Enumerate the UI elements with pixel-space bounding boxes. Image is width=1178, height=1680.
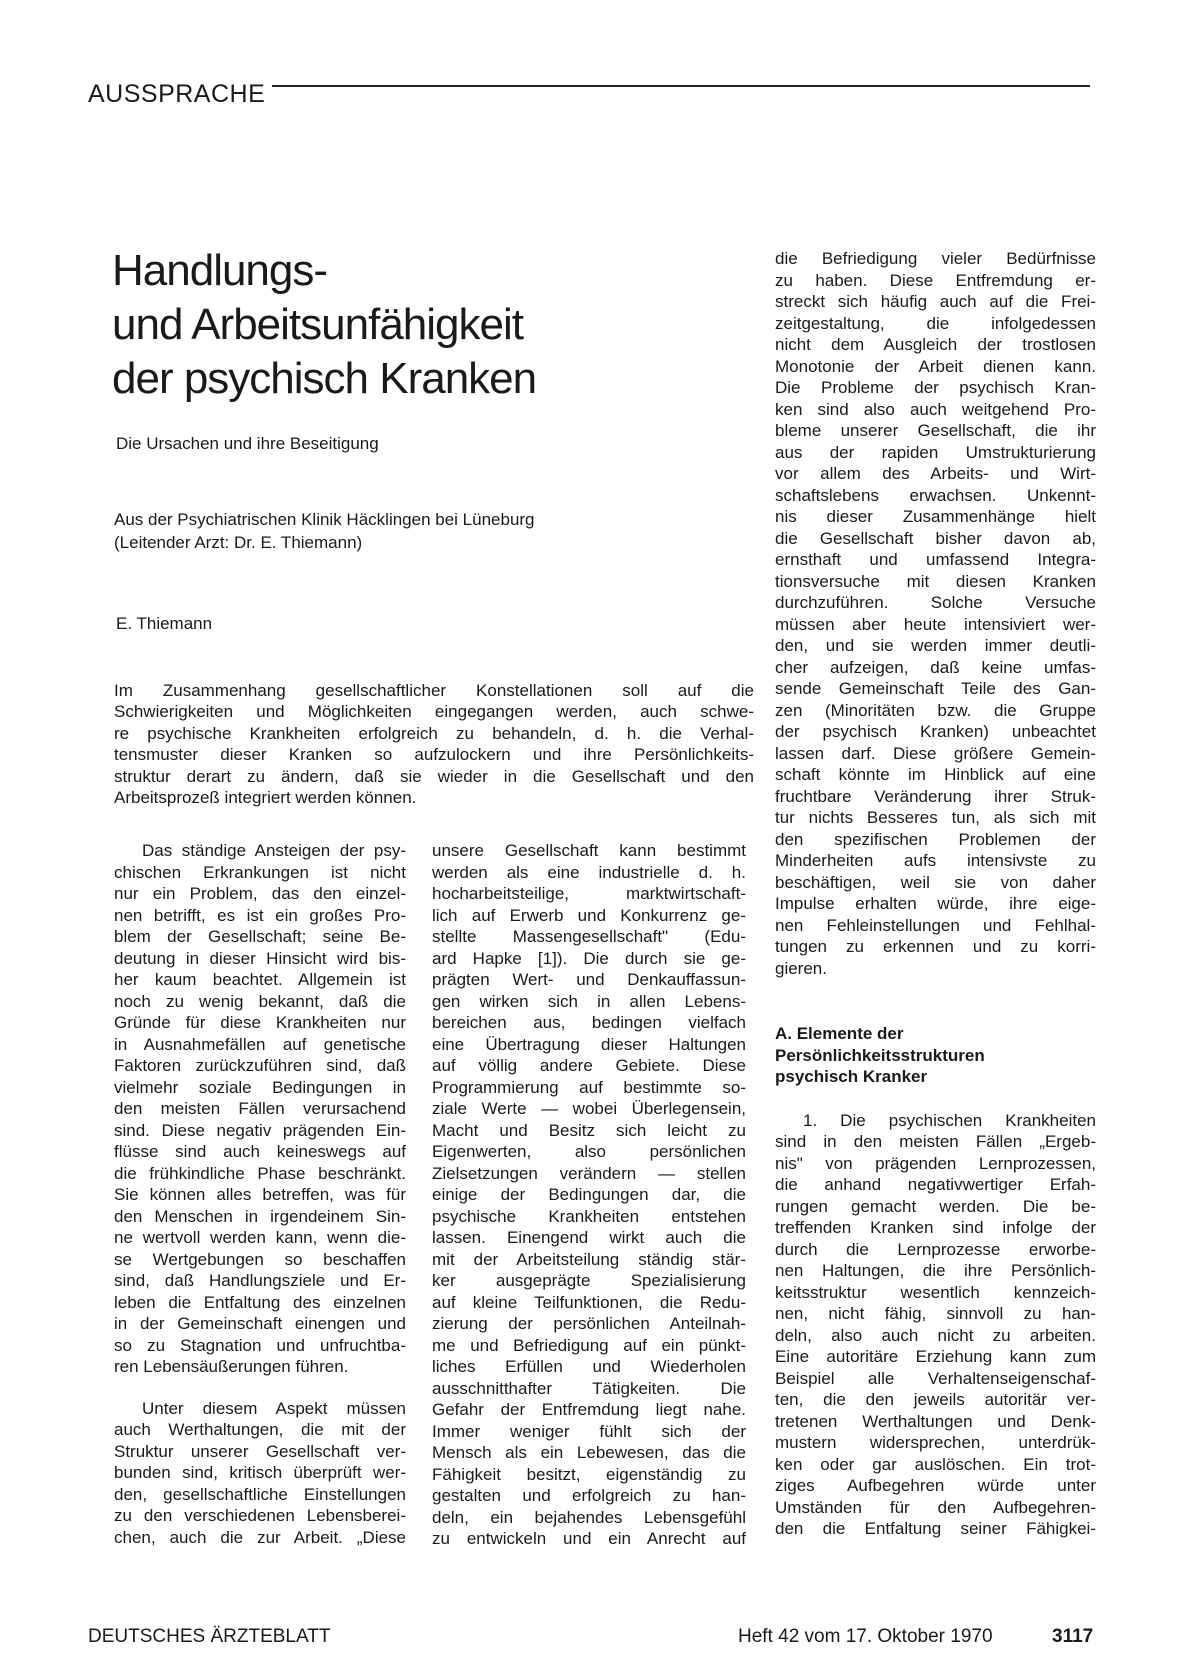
text-line: ne wertvoll werden kann, wenn die- xyxy=(114,1228,406,1247)
text-line: nen, nicht fähig, sinnvoll zu han- xyxy=(775,1304,1096,1323)
text-line: ausschnitthafter Tätigkeiten. Die xyxy=(432,1378,746,1398)
text-line: sind. Diese negativ prägenden Ein- xyxy=(114,1120,406,1140)
affiliation-line: Aus der Psychiatrischen Klinik Häcklingen bei Lüneburg xyxy=(114,510,535,529)
text-line: zierung der persönlichen Anteilnah- xyxy=(432,1314,746,1333)
text-line: nen betrifft, es ist ein großes Pro- xyxy=(114,905,406,925)
text-line: cher aufzeigen, daß keine umfas- xyxy=(775,657,1096,677)
text-line: den, gesellschaftliche Einstellungen xyxy=(114,1484,406,1504)
text-line: zu haben. Diese Entfremdung er- xyxy=(775,270,1096,290)
text-line: aus der rapiden Umstrukturierung xyxy=(775,442,1096,462)
text-line: den die Entfaltung seiner Fähigkei- xyxy=(775,1519,1096,1538)
text-line: ard Hapke [1]). Die durch sie ge- xyxy=(432,948,746,968)
text-line: Gefahr der Entfremdung liegt nahe. xyxy=(432,1400,746,1419)
text-line: Struktur unserer Gesellschaft ver- xyxy=(114,1441,406,1461)
text-line: in der Gemeinschaft einengen und xyxy=(114,1314,406,1333)
text-line: zeitgestaltung, die infolgedessen xyxy=(775,313,1096,333)
text-line: treffenden Kranken sind infolge der xyxy=(775,1218,1096,1237)
text-line: Immer weniger fühlt sich der xyxy=(432,1421,746,1441)
section-heading-line: A. Elemente der xyxy=(775,1024,904,1043)
text-line: nis" von prägenden Lernprozessen, xyxy=(775,1153,1096,1173)
text-line: me und Befriedigung auf ein pünkt- xyxy=(432,1335,746,1355)
text-line: zu den verschiedenen Lebensberei- xyxy=(114,1506,406,1525)
article-title xyxy=(112,244,732,406)
article-subtitle: Die Ursachen und ihre Beseitigung xyxy=(116,434,379,453)
text-line: so zu Stagnation und unfruchtba- xyxy=(114,1335,406,1355)
text-line: lassen darf. Diese größere Gemein- xyxy=(775,743,1096,763)
text-line: ten, die den jeweils autoritär ver- xyxy=(775,1390,1096,1409)
text-line: in Ausnahmefällen auf genetische xyxy=(114,1034,406,1054)
paragraph xyxy=(775,1110,1096,1540)
text-line: prägten Wert- und Denkauffassun- xyxy=(432,970,746,989)
abstract-line: tensmuster dieser Kranken so aufzulockern und ihre Persönlichkeits- xyxy=(114,745,754,765)
page-number: 3117 xyxy=(1052,1626,1094,1647)
text-line: schaft könnte im Hinblick auf eine xyxy=(775,765,1096,784)
text-line: sind, daß Handlungsziele und Er- xyxy=(114,1271,406,1290)
text-line: Monotonie der Arbeit dienen kann. xyxy=(775,356,1096,376)
text-line: Umständen für den Aufbegehren- xyxy=(775,1497,1096,1517)
text-line: eine Übertragung dieser Haltungen xyxy=(432,1034,746,1054)
column-right xyxy=(775,248,1096,1540)
text-line: stellte Massengesellschaft" (Edu- xyxy=(432,927,746,946)
text-line: lassen. Einengend wirkt auch die xyxy=(432,1228,746,1247)
text-line: nis dieser Zusammenhänge hielt xyxy=(775,507,1096,526)
text-line: Eine autoritäre Erziehung kann zum xyxy=(775,1347,1096,1366)
text-line: deln, ein bejahendes Lebensgefühl xyxy=(432,1507,746,1527)
text-line: psychische Krankheiten entstehen xyxy=(432,1206,746,1226)
text-line: nen Fehleinstellungen und Fehlhal- xyxy=(775,915,1096,935)
text-line: ren Lebensäußerungen führen. xyxy=(114,1357,349,1376)
text-line: mustern widersprechen, unterdrük- xyxy=(775,1433,1096,1452)
text-line: se Wertgebungen so beschaffen xyxy=(114,1249,406,1269)
text-line: Impulse erhalten würde, ihre eige- xyxy=(775,894,1096,913)
text-line: Faktoren zurückzuführen sind, daß xyxy=(114,1056,406,1075)
paragraph xyxy=(432,840,746,1550)
text-line: Beispiel alle Verhaltenseigenschaf- xyxy=(775,1368,1096,1388)
abstract-line: Arbeitsprozeß integriert werden können. xyxy=(114,788,417,808)
text-line: noch zu wenig bekannt, daß die xyxy=(114,991,406,1011)
text-line: vielmehr soziale Bedingungen in xyxy=(114,1077,406,1097)
text-line: lich auf Erwerb und Konkurrenz ge- xyxy=(432,905,746,925)
text-line: durchzuführen. Solche Versuche xyxy=(775,593,1096,612)
text-line: keitsstruktur wesentlich kennzeich- xyxy=(775,1282,1096,1302)
paragraph xyxy=(114,840,406,1378)
text-line: zu entwickeln und ein Anrecht auf xyxy=(432,1529,746,1548)
text-line: die anhand negativwertiger Erfah- xyxy=(775,1175,1096,1194)
text-line: her kaum beachtet. Allgemein ist xyxy=(114,970,406,989)
text-line: deln, also auch nicht zu arbeiten. xyxy=(775,1325,1096,1345)
text-line: Die Probleme der psychisch Kran- xyxy=(775,378,1096,397)
text-line: deutung in dieser Hinsicht wird bis- xyxy=(114,948,406,968)
text-line: ken sind also auch weitgehend Pro- xyxy=(775,399,1096,419)
section-heading xyxy=(775,1023,1096,1088)
text-line: liches Erfüllen und Wiederholen xyxy=(432,1357,746,1376)
text-line: Programmierung auf bestimmte so- xyxy=(432,1077,746,1097)
text-line: Gründe für diese Krankheiten nur xyxy=(114,1013,406,1032)
text-line: Zielsetzungen verändern — stellen xyxy=(432,1163,746,1183)
text-line: chischen Erkrankungen ist nicht xyxy=(114,862,406,882)
text-line: leben die Entfaltung des einzelnen xyxy=(114,1292,406,1312)
text-line: auch Werthaltungen, die mit der xyxy=(114,1420,406,1439)
abstract-line: struktur derart zu ändern, daß sie wieder in die Gesellschaft und den xyxy=(114,766,754,786)
text-line: vor allem des Arbeits- und Wirt- xyxy=(775,464,1096,483)
text-line: gestalten und erfolgreich zu han- xyxy=(432,1486,746,1505)
text-line: den spezifischen Problemen der xyxy=(775,829,1096,849)
text-line: Das ständige Ansteigen der psy- xyxy=(142,841,406,860)
text-line: chen, auch die zur Arbeit. „Diese xyxy=(114,1527,406,1547)
text-line: Eigenwerten, also persönlichen xyxy=(432,1142,746,1161)
text-line: tionsversuche mit diesen Kranken xyxy=(775,571,1096,591)
abstract-line: re psychische Krankheiten erfolgreich zu behandeln, d. h. die Verhal- xyxy=(114,723,754,743)
abstract xyxy=(114,680,754,808)
text-line: nur ein Problem, das den einzel- xyxy=(114,884,406,903)
text-line: bunden sind, kritisch überprüft wer- xyxy=(114,1463,406,1482)
text-line: Mensch als ein Lebewesen, das die xyxy=(432,1443,746,1462)
column-left xyxy=(114,840,406,1548)
text-line: müssen aber heute intensiviert wer- xyxy=(775,614,1096,634)
text-line: nen Haltungen, die ihre Persönlich- xyxy=(775,1261,1096,1280)
footer-issue: Heft 42 vom 17. Oktober 1970 xyxy=(738,1626,993,1647)
text-line: den Menschen in irgendeinem Sin- xyxy=(114,1206,406,1226)
footer-journal: DEUTSCHES ÄRZTEBLATT xyxy=(88,1626,331,1647)
text-line: tur nichts Besseres tun, als sich mit xyxy=(775,808,1096,827)
text-line: auf kleine Teilfunktionen, die Redu- xyxy=(432,1292,746,1312)
title-line: Handlungs- xyxy=(112,246,328,295)
text-line: unsere Gesellschaft kann bestimmt xyxy=(432,841,746,860)
text-line: hocharbeitsteilige, marktwirtschaft- xyxy=(432,884,746,903)
text-line: nicht dem Ausgleich der trostlosen xyxy=(775,335,1096,354)
text-line: blem der Gesellschaft; seine Be- xyxy=(114,927,406,946)
abstract-line: Schwierigkeiten und Möglichkeiten eingegangen werden, auch schwe- xyxy=(114,702,754,722)
text-line: ziges Aufbegehren würde unter xyxy=(775,1476,1096,1495)
author: E. Thiemann xyxy=(116,614,213,633)
section-heading-line: psychisch Kranker xyxy=(775,1067,928,1086)
text-line: 1. Die psychischen Krankheiten xyxy=(803,1110,1096,1130)
text-line: tretenen Werthaltungen und Denk- xyxy=(775,1411,1096,1431)
text-line: ken oder gar auslöschen. Ein trot- xyxy=(775,1454,1096,1474)
header-rule xyxy=(272,85,1090,87)
text-line: bleme unserer Gesellschaft, die ihr xyxy=(775,421,1096,440)
text-line: Minderheiten aufs intensivste zu xyxy=(775,851,1096,870)
text-line: Sie können alles betreffen, was für xyxy=(114,1185,406,1204)
text-line: bereichen aus, bedingen vielfach xyxy=(432,1013,746,1032)
text-line: einige der Bedingungen dar, die xyxy=(432,1185,746,1204)
text-line: mit der Arbeitsteilung ständig stär- xyxy=(432,1249,746,1269)
text-line: durch die Lernprozesse erworbe- xyxy=(775,1239,1096,1259)
text-line: die frühkindliche Phase beschränkt. xyxy=(114,1163,406,1183)
paragraph xyxy=(775,248,1096,979)
text-line: flüsse sind auch keineswegs auf xyxy=(114,1142,406,1161)
text-line: streckt sich häufig auch auf die Frei- xyxy=(775,292,1096,311)
text-line: zen (Minoritäten bzw. die Gruppe xyxy=(775,700,1096,720)
text-line: den, und sie werden immer deutli- xyxy=(775,636,1096,655)
section-heading-line: Persönlichkeitsstrukturen xyxy=(775,1045,985,1065)
column-middle xyxy=(432,840,746,1550)
affiliation xyxy=(114,508,535,554)
text-line: die Gesellschaft bisher davon ab, xyxy=(775,528,1096,548)
affiliation-line: (Leitender Arzt: Dr. E. Thiemann) xyxy=(114,533,363,552)
text-line: fruchtbare Veränderung ihrer Struk- xyxy=(775,786,1096,806)
text-line: beschäftigen, weil sie von daher xyxy=(775,872,1096,892)
text-line: gieren. xyxy=(775,958,827,978)
abstract-line: Im Zusammenhang gesellschaftlicher Konstellationen soll auf die xyxy=(114,681,754,700)
text-line: sind in den meisten Fällen „Ergeb- xyxy=(775,1132,1096,1151)
text-line: ernsthaft und umfassend Integra- xyxy=(775,550,1096,569)
text-line: werden als eine industrielle d. h. xyxy=(432,862,746,882)
text-line: tungen zu erkennen und zu korri- xyxy=(775,937,1096,956)
text-line: auf völlig andere Gebiete. Diese xyxy=(432,1056,746,1075)
title-line: und Arbeitsunfähigkeit xyxy=(112,300,523,349)
text-line: den meisten Fällen verursachend xyxy=(114,1099,406,1118)
text-line: Unter diesem Aspekt müssen xyxy=(142,1398,406,1418)
text-line: der psychisch Kranken) unbeachtet xyxy=(775,722,1096,741)
text-line: ziale Werte — wobei Überlegensein, xyxy=(432,1099,746,1118)
title-line: der psychisch Kranken xyxy=(112,354,537,403)
text-line: die Befriedigung vieler Bedürfnisse xyxy=(775,249,1096,268)
text-line: Macht und Besitz sich leicht zu xyxy=(432,1120,746,1140)
text-line: rungen gemacht werden. Die be- xyxy=(775,1196,1096,1216)
text-line: sende Gemeinschaft Teile des Gan- xyxy=(775,679,1096,698)
paragraph xyxy=(114,1398,406,1549)
text-line: gen wirken sich in allen Lebens- xyxy=(432,991,746,1011)
text-line: Fähigkeit besitzt, eigenständig zu xyxy=(432,1464,746,1484)
text-line: ker ausgeprägte Spezialisierung xyxy=(432,1271,746,1290)
text-line: schaftslebens erwachsen. Unkennt- xyxy=(775,485,1096,505)
section-label: AUSSPRACHE xyxy=(88,80,266,108)
